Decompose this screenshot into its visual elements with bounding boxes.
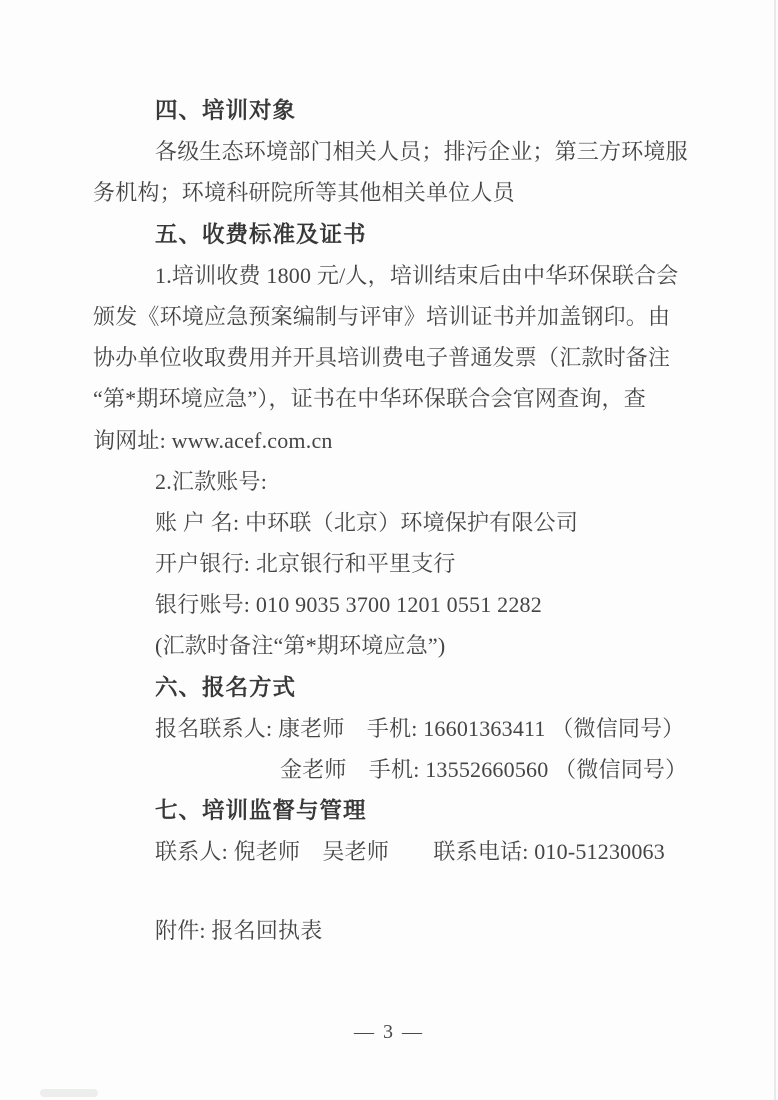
doc-line: 账 户 名: 中环联（北京）环境保护有限公司 (155, 509, 579, 535)
doc-line: 颁发《环境应急预案编制与评审》培训证书并加盖钢印。由 (93, 303, 671, 329)
doc-line: 务机构；环境科研院所等其他相关单位人员 (93, 180, 515, 206)
doc-line: 询网址: www.acef.com.cn (93, 427, 333, 453)
section-heading: 七、培训监督与管理 (155, 798, 367, 824)
section-heading: 五、收费标准及证书 (155, 221, 367, 247)
doc-line: 2.汇款账号: (155, 468, 268, 494)
scan-edge-artifact (774, 0, 776, 1100)
doc-line: (汇款时备注“第*期环境应急”) (155, 633, 446, 659)
document-body (93, 90, 693, 951)
section-heading: 六、报名方式 (155, 674, 297, 700)
section-heading: 四、培训对象 (155, 98, 297, 123)
doc-line: 联系人: 倪老师 吴老师 联系电话: 010-51230063 (155, 839, 665, 865)
doc-line: 银行账号: 010 9035 3700 1201 0551 2282 (155, 592, 542, 618)
doc-line: 开户银行: 北京银行和平里支行 (155, 551, 456, 577)
page-number: — 3 — (354, 1021, 424, 1043)
doc-line: 1.培训收费 1800 元/人，培训结束后由中华环保联合会 (155, 262, 679, 288)
scan-smudge-artifact (40, 1089, 98, 1097)
doc-line: 各级生态环境部门相关人员；排污企业；第三方环境服 (155, 139, 688, 165)
doc-line: 报名联系人: 康老师 手机: 16601363411 （微信同号） (155, 715, 685, 741)
doc-line: 协办单位收取费用并开具培训费电子普通发票（汇款时备注 (93, 345, 671, 371)
doc-line: “第*期环境应急”），证书在中华环保联合会官网查询，查 (93, 386, 646, 412)
doc-line: 附件: 报名回执表 (155, 917, 323, 943)
doc-line: 金老师 手机: 13552660560 （微信同号） (280, 757, 688, 782)
